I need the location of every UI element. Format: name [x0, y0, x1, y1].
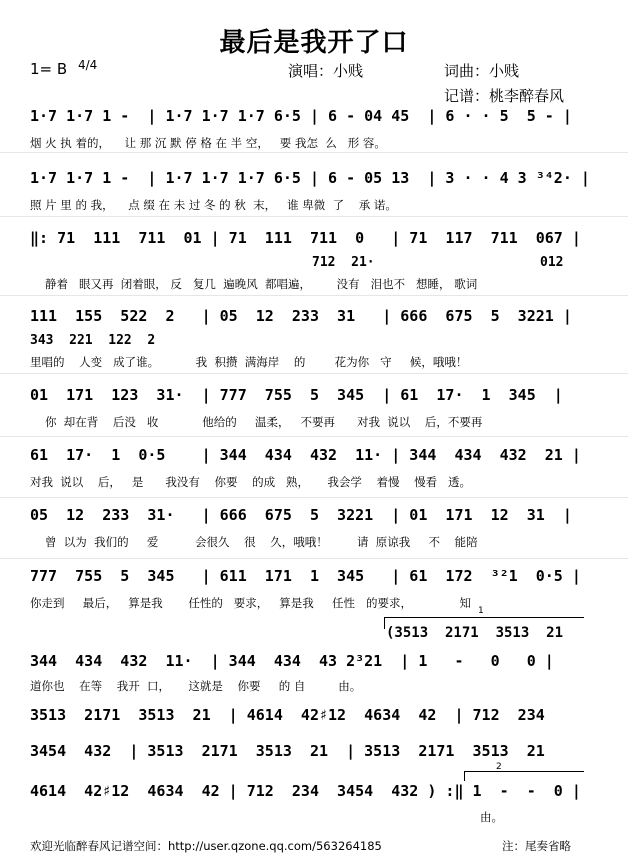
- footer-note: 注：尾奏省略: [502, 839, 571, 853]
- score-row-6-notes: 61 17· 1 0·5 | 344 434 432 11· | 344 434 432 21 |: [30, 446, 581, 464]
- score-row-8-lyrics: 你走到 最后， 算是我 任性的 要求， 算是我 任性 的要求， 知: [30, 596, 472, 610]
- score-row-10-notes: 3513 2171 3513 21 | 4614 42♯12 4634 42 | 712 234: [30, 706, 545, 724]
- score-row-1-notes: 1·7 1·7 1 - | 1·7 1·7 1·7 6·5 | 6 - 04 45 | 6 · · 5 5 - |: [30, 107, 572, 125]
- score-row-7-lyrics: 曾 以为 我们的 爱 会很久 很 久，哦哦！ 请 原谅我 不 能陪: [45, 535, 478, 549]
- time-signature-value: 4/4: [78, 58, 98, 72]
- score-row-2-notes: 1·7 1·7 1 - | 1·7 1·7 1·7 6·5 | 6 - 05 13 | 3 · · 4 3 ³⁴2· |: [30, 169, 590, 187]
- score-row-7-notes: 05 12 233 31· | 666 675 5 3221 | 01 171 12 31 |: [30, 506, 572, 524]
- volta-bracket-1: [384, 617, 584, 618]
- score-row-4-notes: 111 155 522 2 | 05 12 233 31 | 666 675 5 3221 |: [30, 307, 572, 325]
- singer-credit: 演唱：小贱: [288, 62, 364, 80]
- score-row-2-lyrics: 照 片 里 的 我， 点 缀 在 未 过 冬 的 秋 末， 谁 卑微 了 承 诺。: [30, 198, 397, 212]
- time-signature: [78, 60, 97, 70]
- volta-label-2: 2: [496, 762, 502, 772]
- score-row-1-lyrics: 烟 火 执 着的， 让 那 沉 默 停 格 在 半 空， 要 我怎 么 形 容。: [30, 136, 386, 150]
- score-row-3-notes: ‖: 71 111 711 01 | 71 111 711 0 | 71 117 711 067 |: [30, 229, 581, 247]
- harmony-line-b: 012: [540, 255, 564, 270]
- score-row-12-notes: 4614 42♯12 4634 42 | 712 234 3454 432 ) :‖ 1 - - 0 |: [30, 782, 581, 800]
- transcriber-credit: 记谱：桃李醉春风: [444, 87, 565, 105]
- score-row-8-notes: 777 755 5 345 | 611 171 1 345 | 61 172 ³²1 0·5 |: [30, 567, 581, 585]
- volta-first-ending: (3513 2171 3513 21: [386, 625, 564, 641]
- key-signature: 1= B: [30, 60, 68, 78]
- song-title: 最后是我开了口: [219, 28, 409, 58]
- score-row-6-lyrics: 对我 说以 后， 是 我没有 你要 的成 熟， 我会学 着慢 慢看 透。: [30, 475, 472, 489]
- score-row-11-notes: 3454 432 | 3513 2171 3513 21 | 3513 2171 3513 21: [30, 742, 545, 760]
- score-row-5-notes: 01 171 123 31· | 777 755 5 345 | 61 17· 1 345 |: [30, 386, 563, 404]
- volta-bracket-1-end: [384, 617, 385, 629]
- footer-credit: 欢迎光临醉春风记谱空间：http://user.qzone.qq.com/563264185: [30, 839, 382, 853]
- composer-credit: 词曲：小贱: [444, 62, 520, 80]
- volta-bracket-2-end: [464, 771, 465, 781]
- volta-label-1: 1: [478, 606, 484, 616]
- score-row-9-lyrics: 道你也 在等 我开 口， 这就是 你要 的 自 由。: [30, 679, 362, 693]
- score-row-9-notes: 344 434 432 11· | 344 434 43 2³21 | 1 - 0 0 |: [30, 652, 554, 670]
- score-row-4-lyrics: 里唱的 人变 成了谁。 我 积攒 满海岸 的 花为你 守 候，哦哦！: [30, 355, 468, 369]
- score-row-3-lyrics: 静着 眼又再 闭着眼， 反 复几 遍晚风 都唱遍， 没有 泪也不 想睡， 歌词: [45, 277, 478, 291]
- score-row-5-lyrics: 你 却在背 后没 收 他给的 温柔， 不要再 对我 说以 后，不要再: [45, 415, 483, 429]
- harmony-line-c: 343 221 122 2: [30, 333, 156, 348]
- volta-bracket-2: [464, 771, 584, 772]
- harmony-line-a: 712 21·: [312, 255, 375, 270]
- score-row-12-lyrics: 由。: [480, 810, 503, 824]
